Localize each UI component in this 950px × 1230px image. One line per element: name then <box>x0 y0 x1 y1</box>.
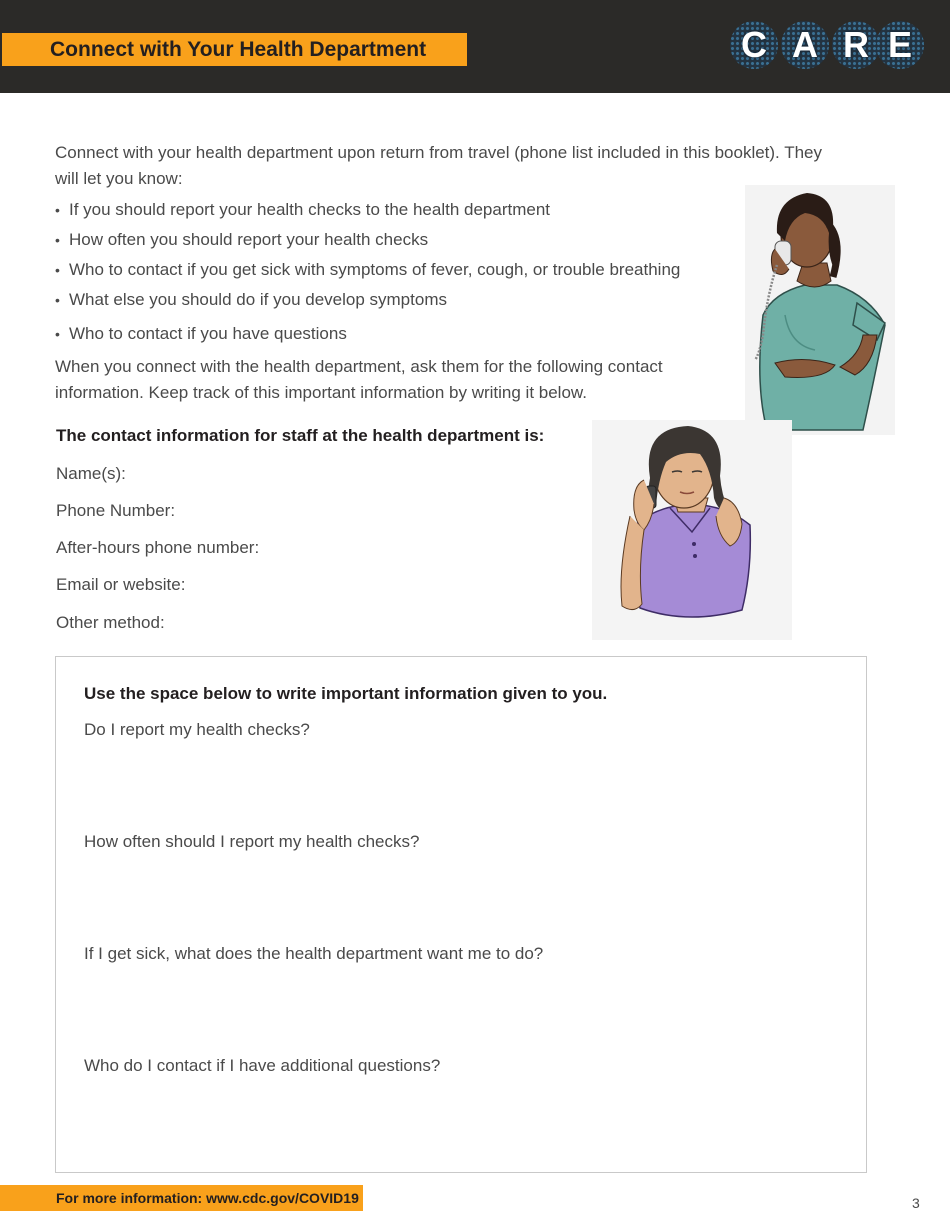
page-number: 3 <box>912 1195 920 1211</box>
bullet-item <box>55 230 428 250</box>
bullet-text: If you should report your health checks to the health department <box>69 200 551 219</box>
notes-box-heading: Use the space below to write important information given to you. <box>84 684 608 703</box>
health-worker-phone-illustration <box>745 185 895 435</box>
footer-more-info-link[interactable]: For more information: www.cdc.gov/COVID19 <box>0 1185 363 1211</box>
after-hours-field-label: After-hours phone number: <box>56 538 260 557</box>
question-if-sick: If I get sick, what does the health department want me to do? <box>84 944 544 963</box>
bullet-text: How often you should report your health checks <box>69 230 429 249</box>
other-method-field-label: Other method: <box>56 613 165 632</box>
bullet-item <box>55 200 550 220</box>
intro-paragraph: Connect with your health department upon return from travel (phone list included in this booklet). They will let you know: <box>55 143 822 188</box>
bullet-text: What else you should do if you develop symptoms <box>69 290 447 309</box>
email-field-label: Email or website: <box>56 575 186 594</box>
logo-letter-r: R <box>832 21 880 69</box>
bullet-dot: • <box>55 292 60 308</box>
bullet-dot: • <box>55 326 60 342</box>
bullet-text: Who to contact if you get sick with symptoms of fever, cough, or trouble breathing <box>69 260 681 279</box>
logo-letter-e: E <box>876 21 924 69</box>
bullet-item <box>55 290 447 310</box>
bullet-dot: • <box>55 202 60 218</box>
question-additional-contact: Who do I contact if I have additional questions? <box>84 1056 441 1075</box>
closing-paragraph: When you connect with the health department, ask them for the following contact information. Keep track of this important information by writing it below. <box>55 357 663 402</box>
page-title: Connect with Your Health Department <box>2 33 467 66</box>
logo-letter-a: A <box>781 21 829 69</box>
bullet-text: Who to contact if you have questions <box>69 324 347 343</box>
contact-heading: The contact information for staff at the health department is: <box>56 426 545 445</box>
bullet-item <box>55 260 680 280</box>
question-report-frequency: How often should I report my health checks? <box>84 832 420 851</box>
phone-field-label: Phone Number: <box>56 501 176 520</box>
question-report-checks: Do I report my health checks? <box>84 720 310 739</box>
name-field-label: Name(s): <box>56 464 126 483</box>
bullet-item <box>55 324 347 344</box>
logo-letter-c: C <box>730 21 778 69</box>
bullet-dot: • <box>55 262 60 278</box>
woman-cellphone-illustration <box>592 420 792 640</box>
bullet-dot: • <box>55 232 60 248</box>
